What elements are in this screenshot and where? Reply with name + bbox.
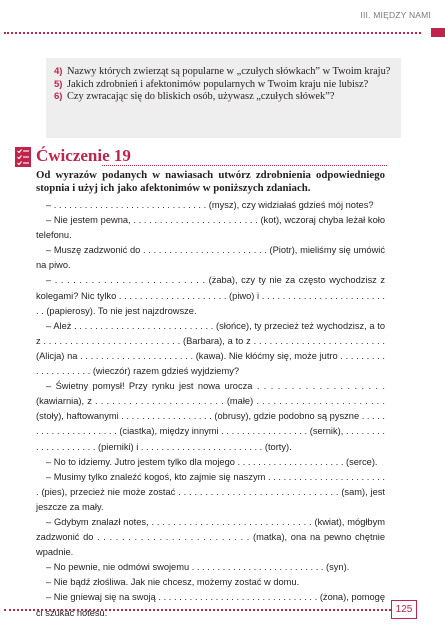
dialogue-line: – Muszę zadzwonić do . . . . . . . . . . . . . . . . . . . . . . . . (Piotr), mieliśmy się umówić na piwo. — [36, 245, 385, 271]
dialogue-line: – Nie gniewaj się na swoją . . . . . . . . . . . . . . . . . . . . . . . . . . . . . . . (żona), pomogę ci szukać notesu. — [36, 592, 385, 618]
question-number: 5) — [54, 78, 63, 90]
question-number: 4) — [54, 66, 63, 77]
question-number: 6) — [54, 91, 63, 103]
question-item — [46, 79, 401, 92]
dialogue-line: – No to idziemy. Jutro jestem tylko dla mojego . . . . . . . . . . . . . . . . . . . . . (serce). — [46, 456, 378, 467]
top-dotted-rule — [4, 32, 421, 34]
dialogue-line: – . . . . . . . . . . . . . . . . . . . . . . . . . . . . . . (mysz), czy widziałaś gdzieś mój notes? — [46, 200, 374, 210]
exercise-title: Ćwiczenie 19 — [36, 146, 131, 165]
dialogue-line: – Ależ . . . . . . . . . . . . . . . . . . . . . . . . . . . (słońce), ty przecież też wychodzisz, a to z . . . . . . . . . . . . . . . . . . . . . . . . . . (Barbara), a to z . . . . . . . . . . . . . . . . . . . . . . . . . (Alicja) na . . . . . . . . . . . . . . . . . . . . . . (kawa). Nie kłóćmy się, może jutro . . . . . . . . . . . . . . . . . . . . (wieczór) razem gdzieś wyjdziemy? — [36, 320, 385, 377]
questions-box — [46, 58, 401, 138]
question-text: Jakich zdrobnień i afektonimów popularnych w Twoim kraju nie lubisz? — [67, 78, 369, 90]
page-number: 125 — [391, 600, 417, 619]
title-dotted-rule — [102, 165, 387, 166]
bottom-dotted-rule — [4, 609, 395, 611]
dialogue-line: – No pewnie, nie odmówi swojemu . . . . . . . . . . . . . . . . . . . . . . . . . . (syn). — [46, 562, 350, 573]
question-text: Czy zwracając się do bliskich osób, używasz „czułych słówek”? — [67, 91, 335, 103]
question-text: Nazwy których zwierząt są popularne w „czułych słówkach” w Twoim kraju? — [67, 66, 391, 77]
running-head: III. MIĘDZY NAMI — [360, 10, 431, 20]
dialogue-line: – Nie bądź złośliwa. Jak nie chcesz, możemy zostać w domu. — [46, 577, 300, 588]
dialogue-line: – Nie jestem pewna, . . . . . . . . . . . . . . . . . . . . . . . . (kot), wczoraj chyba leżał koło telefonu. — [36, 215, 385, 241]
checklist-icon — [15, 147, 31, 167]
question-item — [46, 66, 401, 79]
question-item — [46, 91, 401, 104]
question-list — [46, 58, 401, 104]
dialogue-line: – . . . . . . . . . . . . . . . . . . . . . . . . . (żaba), czy ty nie za często wychodzisz z kolegami? Nic tylko . . . . . . . . . . . . . . . . . . . . . (piwo) i . . . . . . . . . . . . . . . . . . . . . . . . . . (papierosy). To nie jest najzdrowsze. — [36, 275, 385, 316]
exercise-instruction: Od wyrazów podanych w nawiasach utwórz zdrobnienia odpowiedniego stopnia i użyj ich jako afektonimów w poniższych zdaniach. — [36, 169, 385, 195]
dialogue-line: – Musimy tylko znaleźć kogoś, kto zajmie się naszym . . . . . . . . . . . . . . . . . . . . . . . . (pies), przecież nie może zostać . . . . . . . . . . . . . . . . . . . . . . . . . . . . . . (sam), jest jeszcze za mały. — [36, 471, 385, 512]
dialogue-line: – Świetny pomysł! Przy rynku jest nowa urocza . . . . . . . . . . . . . . . . . . . (kawiarnia), z . . . . . . . . . . . . . . . . . . . . . . . (małe) . . . . . . . . . . . . . . . . . . . . . . . (stoły), haftowanymi . . . . . . . . . . . . . . . . . . (obrusy), gdzie podobno są pyszne . . . . . . . . . . . . . . . . . . . . . (ciastka), między innymi . . . . . . . . . . . . . . . . . (sernik), . . . . . . . . . . . . . . . . . . . . (pierniki) i . . . . . . . . . . . . . . . . . . . . . . . . (torty). — [36, 381, 385, 452]
chapter-tab-marker — [431, 28, 445, 37]
dialogue-text — [36, 198, 385, 621]
dialogue-line: – Gdybym znalazł notes, . . . . . . . . . . . . . . . . . . . . . . . . . . . . . . (kwiat), mógłbym zadzwonić do . . . . . . . . . . . . . . . . . . . . . . . . . (matka), ona na pewno chętnie wpadnie. — [36, 516, 385, 558]
